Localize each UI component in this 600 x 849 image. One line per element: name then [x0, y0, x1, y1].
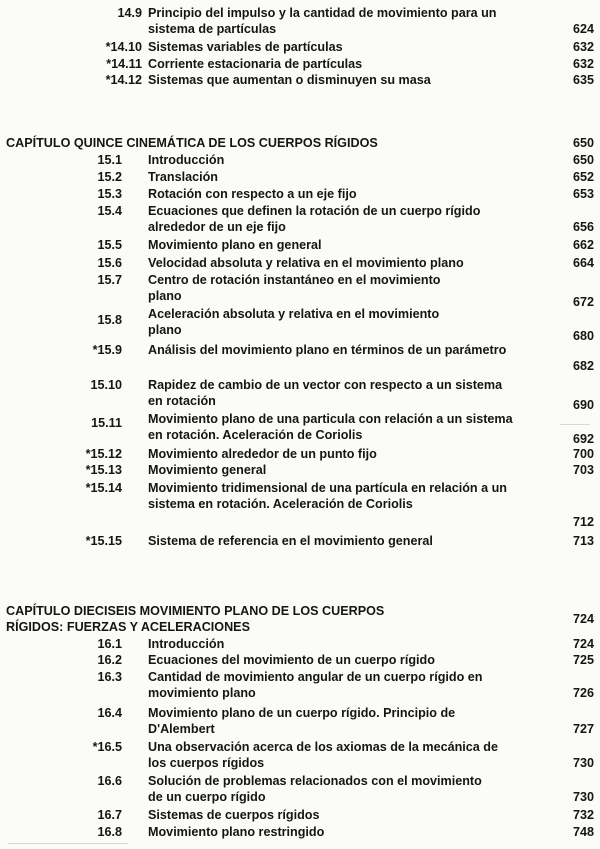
entry-page: 662: [572, 238, 594, 252]
entry-number: *15.13: [85, 463, 122, 477]
entry-number: 15.1: [97, 153, 122, 167]
entry-number: 16.2: [97, 653, 122, 667]
entry-number: *16.5: [92, 740, 122, 754]
entry-page: 724: [572, 637, 594, 651]
entry-title: Principio del impulso y la cantidad de movimiento para un sistema de partículas: [148, 6, 497, 36]
entry-page: 650: [572, 153, 594, 167]
entry-page: 652: [572, 170, 594, 184]
entry-title: Movimiento plano de una particula con relación a un sistema en rotación. Aceleración de Coriolis: [148, 412, 513, 442]
entry-page: 672: [572, 295, 594, 309]
entry-page: 726: [572, 686, 594, 700]
entry-page: 653: [572, 187, 594, 201]
entry-title: Movimiento plano en general: [148, 238, 322, 252]
entry-title: Centro de rotación instantáneo en el movimiento plano: [148, 273, 441, 303]
toc-entry-14-9: [0, 6, 600, 38]
entry-title: Movimiento plano de un cuerpo rígido. Principio de D'Alembert: [148, 706, 456, 736]
entry-title: Movimiento tridimensional de una partícula en relación a un sistema en rotación. Aceleración de Coriolis: [148, 481, 507, 511]
entry-page: 635: [572, 73, 594, 87]
entry-number: 15.4: [97, 204, 122, 218]
chapter-title: CAPÍTULO QUINCE CINEMÁTICA DE LOS CUERPOS RÍGIDOS: [6, 136, 378, 150]
entry-title: Sistema de referencia en el movimiento general: [148, 534, 433, 548]
entry-page: 727: [572, 722, 594, 736]
entry-page: 632: [572, 57, 594, 71]
entry-number: 15.5: [97, 238, 122, 252]
entry-number: *15.9: [92, 343, 122, 357]
entry-number: 15.8: [97, 313, 122, 327]
entry-number: *15.12: [85, 447, 122, 461]
entry-number: *14.11: [106, 57, 142, 71]
entry-number: 15.3: [97, 187, 122, 201]
entry-title: Translación: [148, 170, 218, 184]
entry-number: 15.10: [90, 378, 122, 392]
entry-page: 725: [572, 653, 594, 667]
entry-page: 748: [572, 825, 594, 839]
entry-title: Una observación acerca de los axiomas de la mecánica de los cuerpos rígidos: [148, 740, 498, 770]
entry-page: 680: [572, 329, 594, 343]
entry-page: 692: [572, 432, 594, 446]
entry-title: Ecuaciones que definen la rotación de un cuerpo rígido alrededor de un eje fijo: [148, 204, 481, 234]
entry-number: *15.14: [85, 481, 122, 495]
entry-page: 690: [572, 398, 594, 412]
entry-title: Análisis del movimiento plano en términos de un parámetro: [148, 343, 507, 357]
entry-title: Solución de problemas relacionados con el movimiento de un cuerpo rígido: [148, 774, 482, 804]
chapter-15-heading: [6, 136, 546, 152]
entry-page: 732: [572, 808, 594, 822]
chapter-15-page: 650: [572, 136, 594, 150]
entry-number: 16.3: [97, 670, 122, 684]
entry-page: 624: [572, 22, 594, 36]
entry-number: *14.12: [105, 73, 142, 87]
entry-number: 15.6: [97, 256, 122, 270]
entry-number: *15.15: [85, 534, 122, 548]
entry-page: 656: [572, 220, 594, 234]
entry-number: *14.10: [105, 40, 142, 54]
entry-title: Movimiento general: [148, 463, 267, 477]
entry-page: 730: [572, 756, 594, 770]
entry-page: 682: [572, 359, 594, 373]
entry-number: 16.7: [97, 808, 122, 822]
entry-title: Cantidad de movimiento angular de un cuerpo rígido en movimiento plano: [148, 670, 483, 700]
entry-page: 730: [572, 790, 594, 804]
entry-title: Corriente estacionaria de partículas: [148, 57, 363, 71]
entry-title: Velocidad absoluta y relativa en el movimiento plano: [148, 256, 464, 270]
entry-title: Sistemas que aumentan o disminuyen su masa: [148, 73, 431, 87]
entry-number: 15.2: [97, 170, 122, 184]
scan-speck: [8, 843, 128, 844]
entry-title: Rapidez de cambio de un vector con respecto a un sistema en rotación: [148, 378, 503, 408]
entry-number: 16.4: [97, 706, 122, 720]
entry-number: 15.11: [91, 416, 122, 430]
entry-title: Movimiento alrededor de un punto fijo: [148, 447, 377, 461]
entry-page: 632: [572, 40, 594, 54]
entry-title: Aceleración absoluta y relativa en el movimiento plano: [148, 307, 440, 337]
entry-number: 15.7: [97, 273, 122, 287]
entry-page: 713: [572, 534, 594, 548]
entry-page: 700: [572, 447, 594, 461]
chapter-title: CAPÍTULO DIECISEIS MOVIMIENTO PLANO DE LOS CUERPOS RÍGIDOS: FUERZAS Y ACELERACIONES: [6, 604, 385, 634]
entry-page: 703: [572, 463, 594, 477]
chapter-16-heading: [6, 604, 426, 635]
entry-title: Sistemas variables de partículas: [148, 40, 343, 54]
entry-page: 712: [572, 515, 594, 529]
entry-title: Rotación con respecto a un eje fijo: [148, 187, 357, 201]
scan-speck: [560, 424, 590, 425]
entry-number: 16.6: [97, 774, 122, 788]
entry-title: Introducción: [148, 153, 225, 167]
entry-title: Sistemas de cuerpos rígidos: [148, 808, 320, 822]
entry-title: Movimiento plano restringido: [148, 825, 325, 839]
entry-title: Ecuaciones del movimiento de un cuerpo rígido: [148, 653, 435, 667]
chapter-16-page: 724: [572, 612, 594, 626]
entry-number: 14.9: [117, 6, 142, 20]
entry-number: 16.8: [97, 825, 122, 839]
entry-page: 664: [572, 256, 594, 270]
entry-title: Introducción: [148, 637, 225, 651]
entry-number: 16.1: [97, 637, 122, 651]
